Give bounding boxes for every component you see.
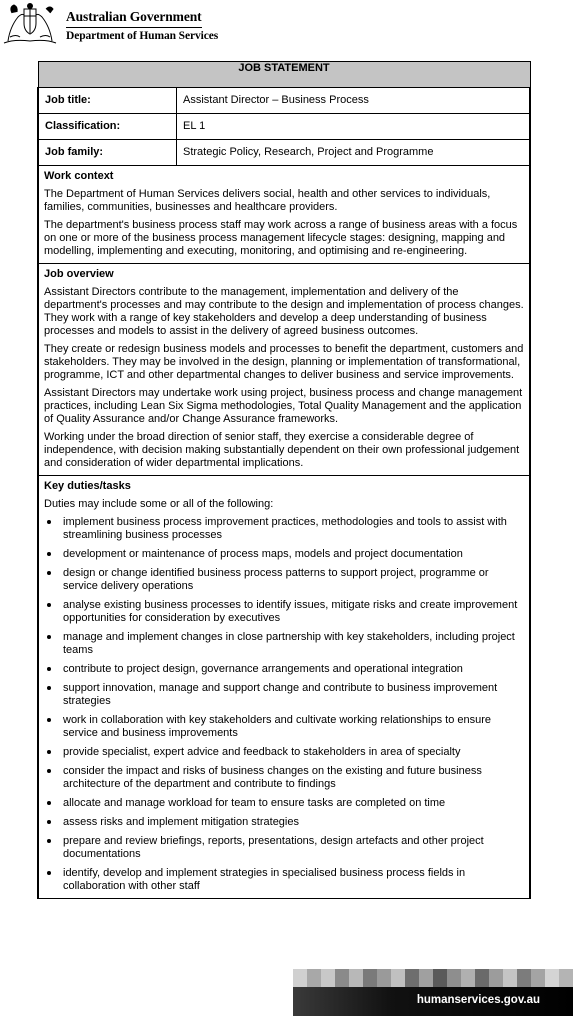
work-context-heading: Work context [44, 170, 114, 182]
job-title-value: Assistant Director – Business Process [177, 88, 531, 114]
job-overview-paragraph: Working under the broad direction of senior staff, they exercise a considerable degree of independence, with decision making substantially dependent on their own professional judgement and consideration of wider departmental implications. [44, 431, 520, 469]
job-title-row [38, 88, 530, 114]
classification-row [38, 114, 530, 140]
list-item: work in collaboration with key stakeholders and cultivate working relationships to ensure service and business improvements [44, 714, 524, 740]
job-overview-paragraph: Assistant Directors may undertake work using project, business process and change management practices, including Lean Six Sigma methodologies, Total Quality Management and the application of Quality Assurance and/or Change Assurance frameworks. [44, 387, 523, 425]
work-context-row [38, 166, 530, 264]
list-item: support innovation, manage and support change and contribute to business improvement strategies [44, 682, 524, 708]
job-overview-heading: Job overview [44, 268, 114, 280]
list-item: development or maintenance of process maps, models and project documentation [44, 548, 524, 561]
footer-bar [293, 987, 573, 1016]
job-overview-paragraph: They create or redesign business models and processes to benefit the department, customers and stakeholders. They may be involved in the design, planning or implementation of transformational, programme, ICT and other departmental changes to deliver business and service improvements. [44, 343, 524, 381]
key-duties-section [38, 476, 530, 899]
key-duties-intro: Duties may include some or all of the following: [44, 498, 274, 510]
header-divider [66, 27, 202, 28]
government-name: Australian Government [66, 9, 202, 24]
job-statement-title: JOB STATEMENT [38, 62, 530, 88]
page-footer [293, 969, 573, 1016]
key-duties-list [44, 516, 524, 893]
work-context-paragraph: The department's business process staff may work across a range of business areas with a focus on one or more of the business process management lifecycle stages: designing, mapping and modelling, implementing and executing, monitoring, and optimising and re-engineering. [44, 219, 518, 257]
page-header [0, 0, 573, 56]
list-item: analyse existing business processes to identify issues, mitigate risks and create improvement opportunities for consideration by executives [44, 599, 524, 625]
key-duties-heading: Key duties/tasks [44, 480, 131, 492]
list-item: assess risks and implement mitigation strategies [44, 816, 524, 829]
list-item: consider the impact and risks of business changes on the existing and future business architecture of the department and contribute to findings [44, 765, 524, 791]
classification-label: Classification: [38, 114, 177, 140]
list-item: design or change identified business process patterns to support project, programme or service delivery operations [44, 567, 524, 593]
job-statement-table [37, 61, 531, 899]
footer-pattern-icon [293, 969, 573, 987]
classification-value: EL 1 [177, 114, 531, 140]
website-link[interactable]: humanservices.gov.au [416, 994, 540, 1006]
list-item: contribute to project design, governance arrangements and operational integration [44, 663, 524, 676]
job-overview-row [38, 264, 530, 476]
key-duties-row [38, 476, 530, 899]
department-name: Department of Human Services [66, 30, 219, 42]
coat-of-arms-icon [2, 1, 58, 45]
work-context-paragraph: The Department of Human Services delivers social, health and other services to individuals, families, communities, businesses and healthcare providers. [44, 188, 491, 213]
job-family-value: Strategic Policy, Research, Project and Programme [177, 140, 531, 166]
list-item: identify, develop and implement strategies in specialised business process fields in collaboration with other staff [44, 867, 524, 893]
list-item: prepare and review briefings, reports, presentations, design artefacts and other project documentations [44, 835, 524, 861]
job-overview-section [38, 264, 530, 476]
list-item: provide specialist, expert advice and feedback to stakeholders in area of specialty [44, 746, 524, 759]
job-title-label: Job title: [38, 88, 177, 114]
list-item: manage and implement changes in close partnership with key stakeholders, including project teams [44, 631, 524, 657]
job-overview-paragraph: Assistant Directors contribute to the management, implementation and delivery of the department's processes and may contribute to the design and implementation of process changes. They work with a range of key stakeholders and develop a deep understanding of business processes and models to assist in the delivery of agreed business outcomes. [44, 286, 524, 337]
job-statement-title-row [38, 62, 530, 88]
job-family-label: Job family: [38, 140, 177, 166]
list-item: allocate and manage workload for team to ensure tasks are completed on time [44, 797, 524, 810]
work-context-section [38, 166, 530, 264]
list-item: implement business process improvement practices, methodologies and tools to assist with streamlining business processes [44, 516, 524, 542]
job-family-row [38, 140, 530, 166]
